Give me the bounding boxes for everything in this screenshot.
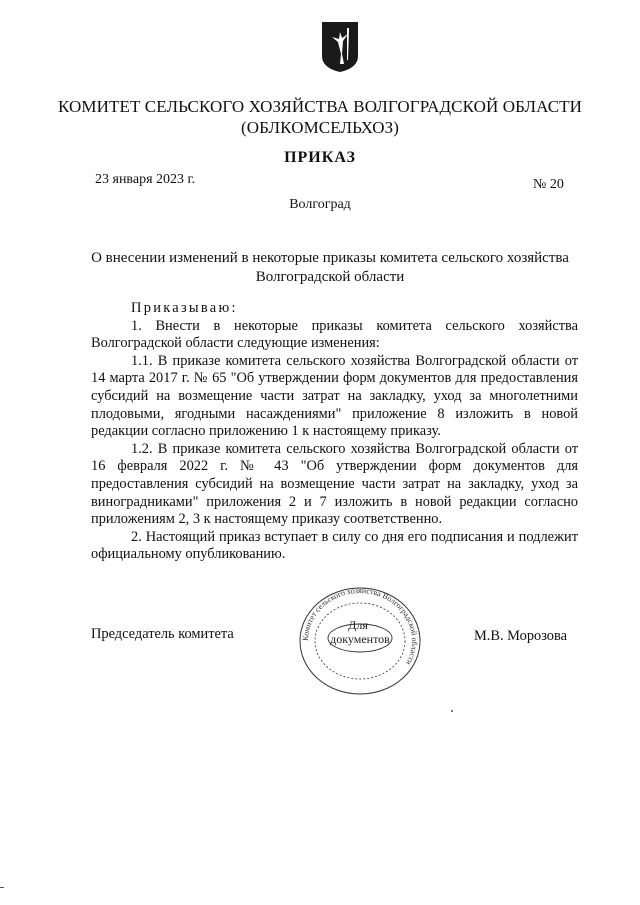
stamp-ring-text: Комитет сельского хозяйства Волгоградской области: [300, 586, 420, 667]
document-subject: [80, 249, 580, 287]
coat-of-arms-emblem: [320, 20, 360, 74]
document-number: № 20: [533, 177, 564, 192]
stamp-center-line-1: Для: [348, 618, 368, 632]
document-type: ПРИКАЗ: [284, 149, 356, 166]
paragraph-1: 1. Внести в некоторые приказы комитета сельского хозяйства Волгоградской области следующие изменения:: [91, 317, 578, 352]
signatory-name: М.В. Морозова: [474, 628, 567, 644]
paragraph-1-2: 1.2. В приказе комитета сельского хозяйства Волгоградской области от 16 февраля 2022 г. № 43 "Об утверждении форм документов для предоставления субсидий на возмещение части затрат на закладку, уход за виноградниками" приложения 2 и 7 изложить в новой редакции согласно приложениям 2, 3 к настоящему приказу соответственно.: [91, 440, 578, 528]
subject-line-2: Волгоградской области: [255, 269, 405, 285]
document-body: [91, 300, 578, 564]
organization-name: КОМИТЕТ СЕЛЬСКОГО ХОЗЯЙСТВА ВОЛГОГРАДСКОЙ ОБЛАСТИ: [57, 97, 582, 116]
document-date: 23 января 2023 г.: [95, 172, 196, 187]
signatory-position: Председатель комитета: [91, 626, 234, 642]
official-seal-stamp: [295, 586, 425, 696]
subject-line-1: О внесении изменений в некоторые приказы комитета сельского хозяйства: [91, 250, 569, 266]
document-city: Волгоград: [289, 197, 351, 212]
stamp-center-line-2: документов: [330, 632, 390, 646]
scan-speck: [451, 710, 453, 712]
paragraph-1-1: 1.1. В приказе комитета сельского хозяйства Волгоградской области от 14 марта 2017 г. № 65 "Об утверждении форм документов для предоставления субсидий на возмещение части затрат на закладку, уход за многолетними плодовыми, ягодными насаждениями" приложение 8 изложить в новой редакции согласно приложению 1 к настоящему приказу.: [91, 352, 578, 440]
order-word: Приказываю:: [131, 300, 238, 316]
paragraph-2: 2. Настоящий приказ вступает в силу со дня его подписания и подлежит официальному опубликованию.: [91, 528, 578, 563]
page-edge-mark: [0, 887, 4, 888]
organization-short-name: (ОБЛКОМСЕЛЬХОЗ): [240, 118, 400, 137]
